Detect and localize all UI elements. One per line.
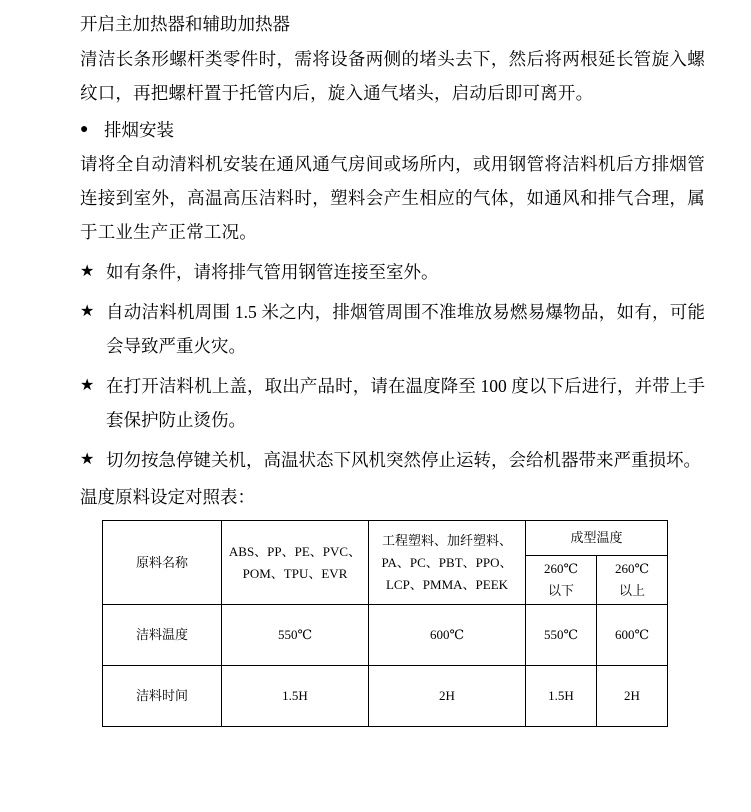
table-row — [103, 666, 668, 727]
bullet-item-exhaust-install — [80, 113, 705, 147]
page-heading: 开启主加热器和辅助加热器 — [80, 14, 290, 34]
table-header-row — [103, 521, 668, 556]
row-label-clean-time: 洁料时间 — [103, 666, 222, 727]
material-group-2-line-3: LCP、PMMA、PEEK — [385, 576, 509, 592]
star-icon: ★ — [80, 263, 95, 280]
above-260-line-1: 260℃ — [614, 561, 650, 576]
table-header-material-group-1 — [222, 521, 369, 605]
bullet-item-label: 排烟安装 — [104, 120, 174, 140]
table-subheader-below-260 — [526, 556, 597, 605]
star-icon: ★ — [80, 451, 95, 468]
paragraph-exhaust-install: 请将全自动清料机安装在通风通气房间或场所内，或用钢管将洁料机后方排烟管连接到室外，高温高压洁料时，塑料会产生相应的气体，如通风和排气合理，属于工业生产正常工况。 — [80, 154, 705, 242]
cell-clean-temperature-above260: 600℃ — [597, 605, 668, 666]
material-group-2-line-1: 工程塑料、加纤塑料、 — [381, 532, 512, 548]
star-item-3 — [80, 369, 705, 437]
cell-clean-temperature-below260: 550℃ — [526, 605, 597, 666]
star-item-text: 自动洁料机周围 1.5 米之内，排烟管周围不准堆放易燃易爆物品，如有，可能会导致严重火灾。 — [106, 302, 705, 356]
cell-clean-temperature-group1: 550℃ — [222, 605, 369, 666]
table-header-material-group-2 — [369, 521, 526, 605]
material-group-1-line-1: ABS、PP、PE、PVC、 — [228, 543, 362, 559]
row-label-clean-temperature: 洁料温度 — [103, 605, 222, 666]
temperature-material-table — [102, 520, 668, 727]
below-260-line-1: 260℃ — [543, 561, 579, 576]
table-header-material-name: 原料名称 — [103, 521, 222, 605]
table-header-forming-temperature: 成型温度 — [526, 521, 668, 556]
star-item-2 — [80, 295, 705, 363]
cell-clean-time-above260: 2H — [597, 666, 668, 727]
table-row — [103, 605, 668, 666]
bullet-dot-icon: ● — [80, 122, 89, 137]
cell-clean-time-below260: 1.5H — [526, 666, 597, 727]
star-icon: ★ — [80, 377, 95, 394]
star-item-1 — [80, 255, 705, 289]
star-item-text: 在打开洁料机上盖，取出产品时，请在温度降至 100 度以下后进行，并带上手套保护防止烫伤。 — [106, 376, 705, 430]
table-caption: 温度原料设定对照表： — [80, 487, 255, 507]
star-item-text: 切勿按急停键关机，高温状态下风机突然停止运转，会给机器带来严重损坏。 — [106, 450, 701, 470]
table-subheader-above-260 — [597, 556, 668, 605]
below-260-line-2: 以下 — [547, 583, 574, 598]
star-item-4 — [80, 443, 705, 477]
cell-clean-time-group1: 1.5H — [222, 666, 369, 727]
star-item-text: 如有条件，请将排气管用钢管连接至室外。 — [106, 262, 439, 282]
cell-clean-time-group2: 2H — [369, 666, 526, 727]
star-icon: ★ — [80, 303, 95, 320]
above-260-line-2: 以上 — [618, 583, 645, 598]
cell-clean-temperature-group2: 600℃ — [369, 605, 526, 666]
material-group-1-line-2: POM、TPU、EVR — [242, 565, 348, 581]
paragraph-cleaning-instructions: 清洁长条形螺杆类零件时，需将设备两侧的堵头去下，然后将两根延长管旋入螺纹口，再把螺杆置于托管内后，旋入通气堵头，启动后即可离开。 — [80, 49, 705, 103]
material-group-2-line-2: PA、PC、PBT、PPO、 — [381, 554, 513, 570]
